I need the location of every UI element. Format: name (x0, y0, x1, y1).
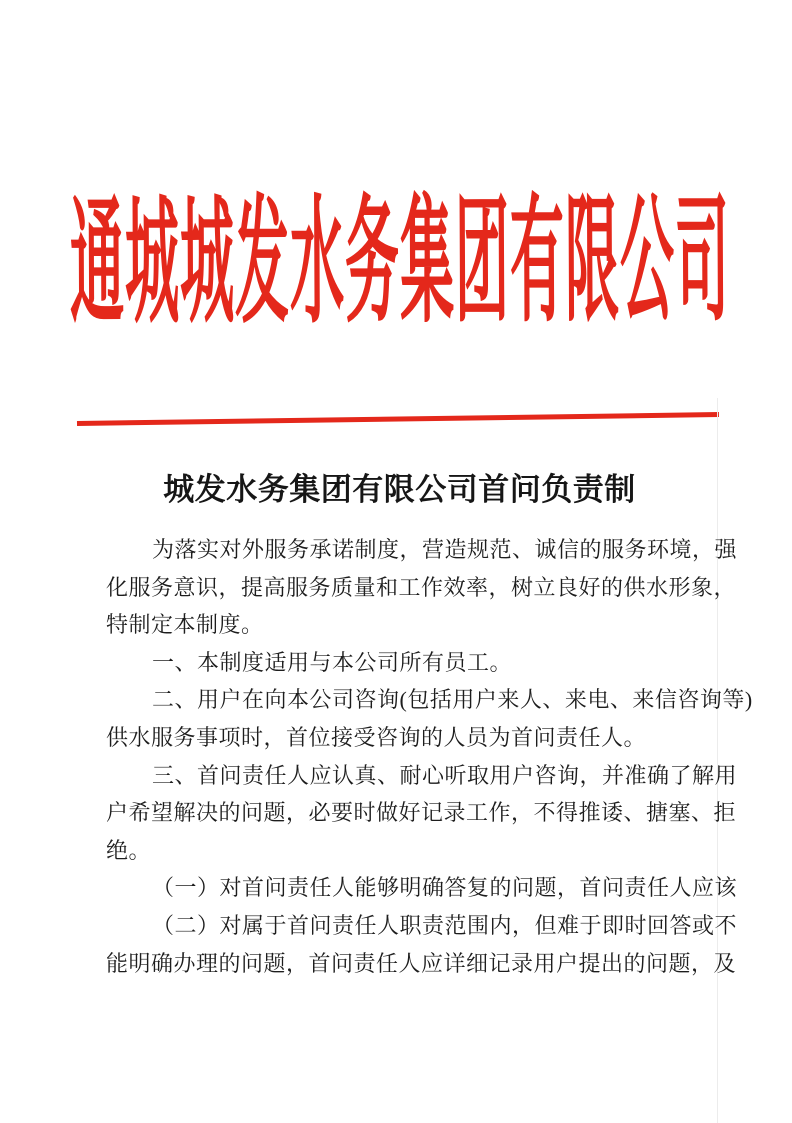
document-body (106, 531, 754, 982)
body-line: 化服务意识，提高服务质量和工作效率，树立良好的供水形象， (106, 574, 737, 600)
body-line: 一、本制度适用与本公司所有员工。 (152, 649, 513, 675)
company-letterhead-text: 通城城发水务集团有限公司 (69, 185, 731, 341)
company-letterhead (60, 185, 741, 341)
body-line: （二）对属于首问责任人职责范围内，但难于即时回答或不 (152, 912, 738, 938)
body-line: （一）对首问责任人能够明确答复的问题，首问责任人应该 (152, 875, 738, 901)
body-line: 户希望解决的问题，必要时做好记录工作，不得推诿、搪塞、拒 (106, 800, 737, 826)
body-line: 能明确办理的问题，首问责任人应详细记录用户提出的问题，及 (106, 950, 737, 976)
body-line: 供水服务事项时，首位接受咨询的人员为首问责任人。 (106, 724, 647, 750)
body-line: 特制定本制度。 (106, 612, 264, 638)
body-line: 三、首问责任人应认真、耐心听取用户咨询，并准确了解用 (152, 762, 738, 788)
body-line: 二、用户在向本公司咨询(包括用户来人、来电、来信咨询等) (152, 687, 753, 713)
document-title: 城发水务集团有限公司首问负责制 (163, 472, 636, 507)
body-line: 绝。 (106, 837, 152, 863)
body-line: 为落实对外服务承诺制度，营造规范、诚信的服务环境，强 (152, 537, 738, 562)
